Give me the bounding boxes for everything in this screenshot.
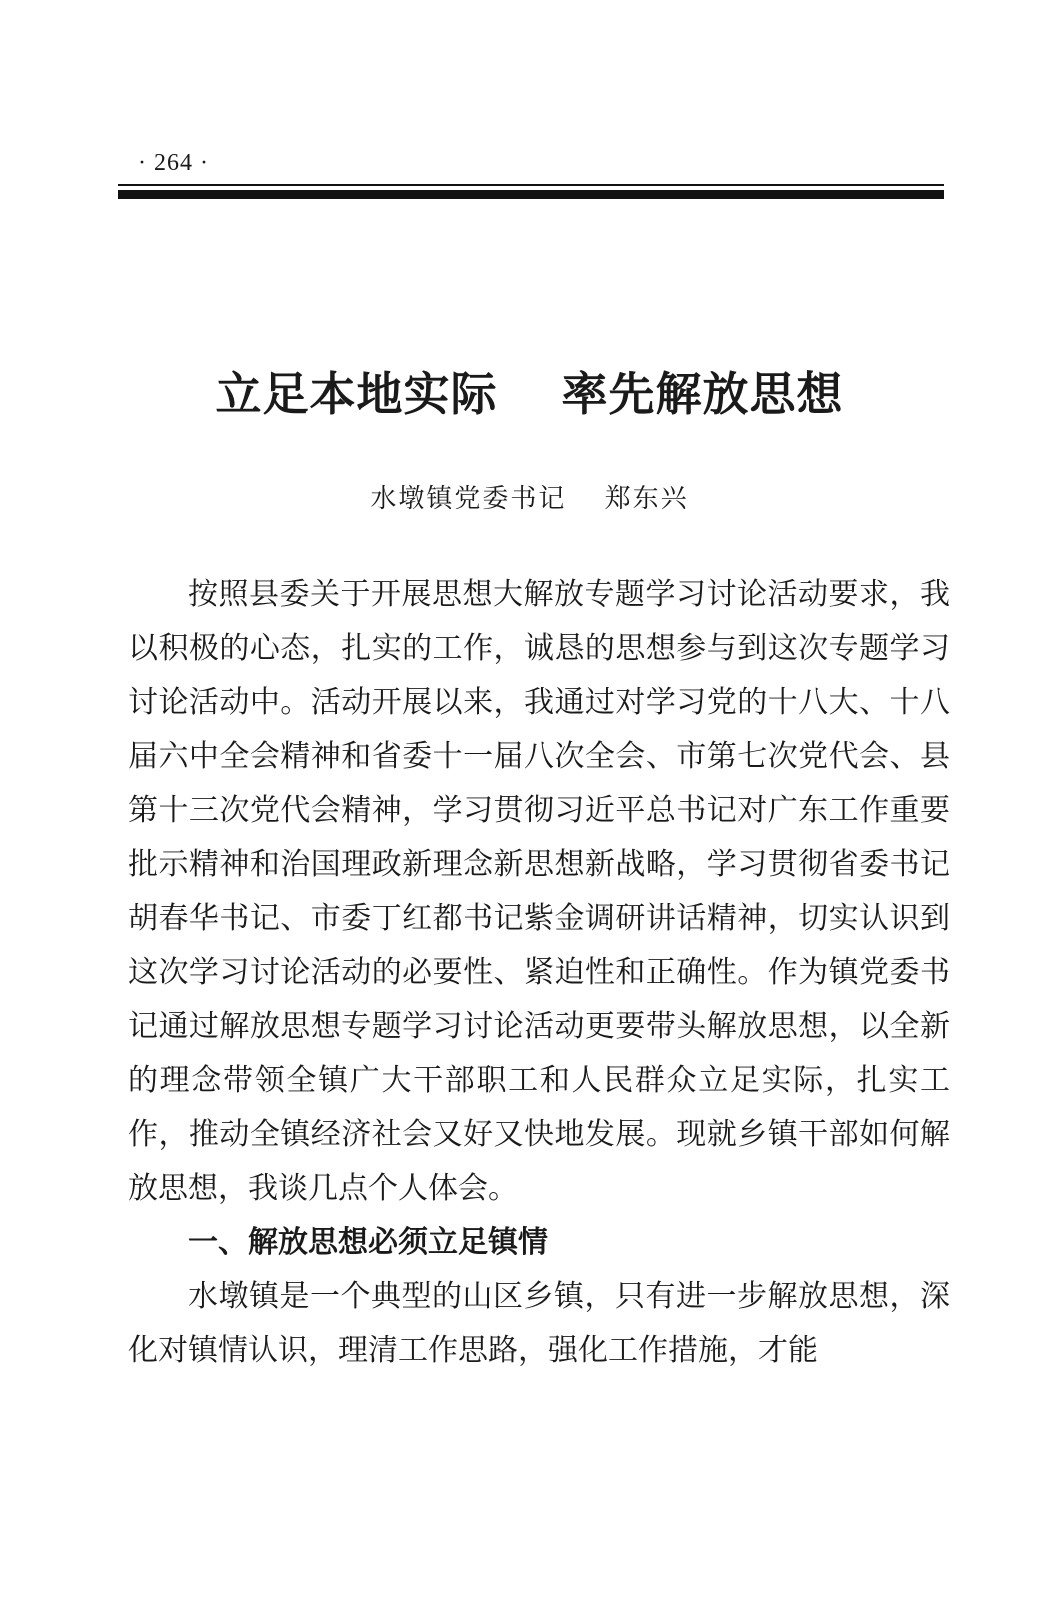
article-title: 立足本地实际 率先解放思想 — [215, 367, 844, 421]
header-rule-thick — [118, 190, 944, 199]
intro-paragraph: 按照县委关于开展思想大解放专题学习讨论活动要求，我以积极的心态，扎实的工作，诚恳的思想参与到这次专题学习讨论活动中。活动开展以来，我通过对学习党的十八大、十八届六中全会精神和省委十一届八次全会、市第七次党代会、县第十三次党代会精神，学习贯彻习近平总书记对广东工作重要批示精神和治国理政新理念新思想新战略，学习贯彻省委书记胡春华书记、市委丁红都书记紫金调研讲话精神，切实认识到这次学习讨论活动的必要性、紧迫性和正确性。作为镇党委书记通过解放思想专题学习讨论活动更要带头解放思想，以全新的理念带领全镇广大干部职工和人民群众立足实际，扎实工作，推动全镇经济社会又好又快地发展。现就乡镇干部如何解放思想，我谈几点个人体会。 — [128, 577, 950, 1206]
header-rule-thin — [118, 184, 944, 186]
page-number: · 264 · — [138, 150, 209, 176]
article-body — [128, 568, 950, 1378]
section-heading: 一、解放思想必须立足镇情 — [188, 1225, 548, 1260]
article-byline: 水墩镇党委书记 郑东兴 — [370, 484, 689, 514]
section-paragraph: 水墩镇是一个典型的山区乡镇，只有进一步解放思想，深化对镇情认识，理清工作思路，强化工作措施，才能 — [128, 1279, 950, 1368]
